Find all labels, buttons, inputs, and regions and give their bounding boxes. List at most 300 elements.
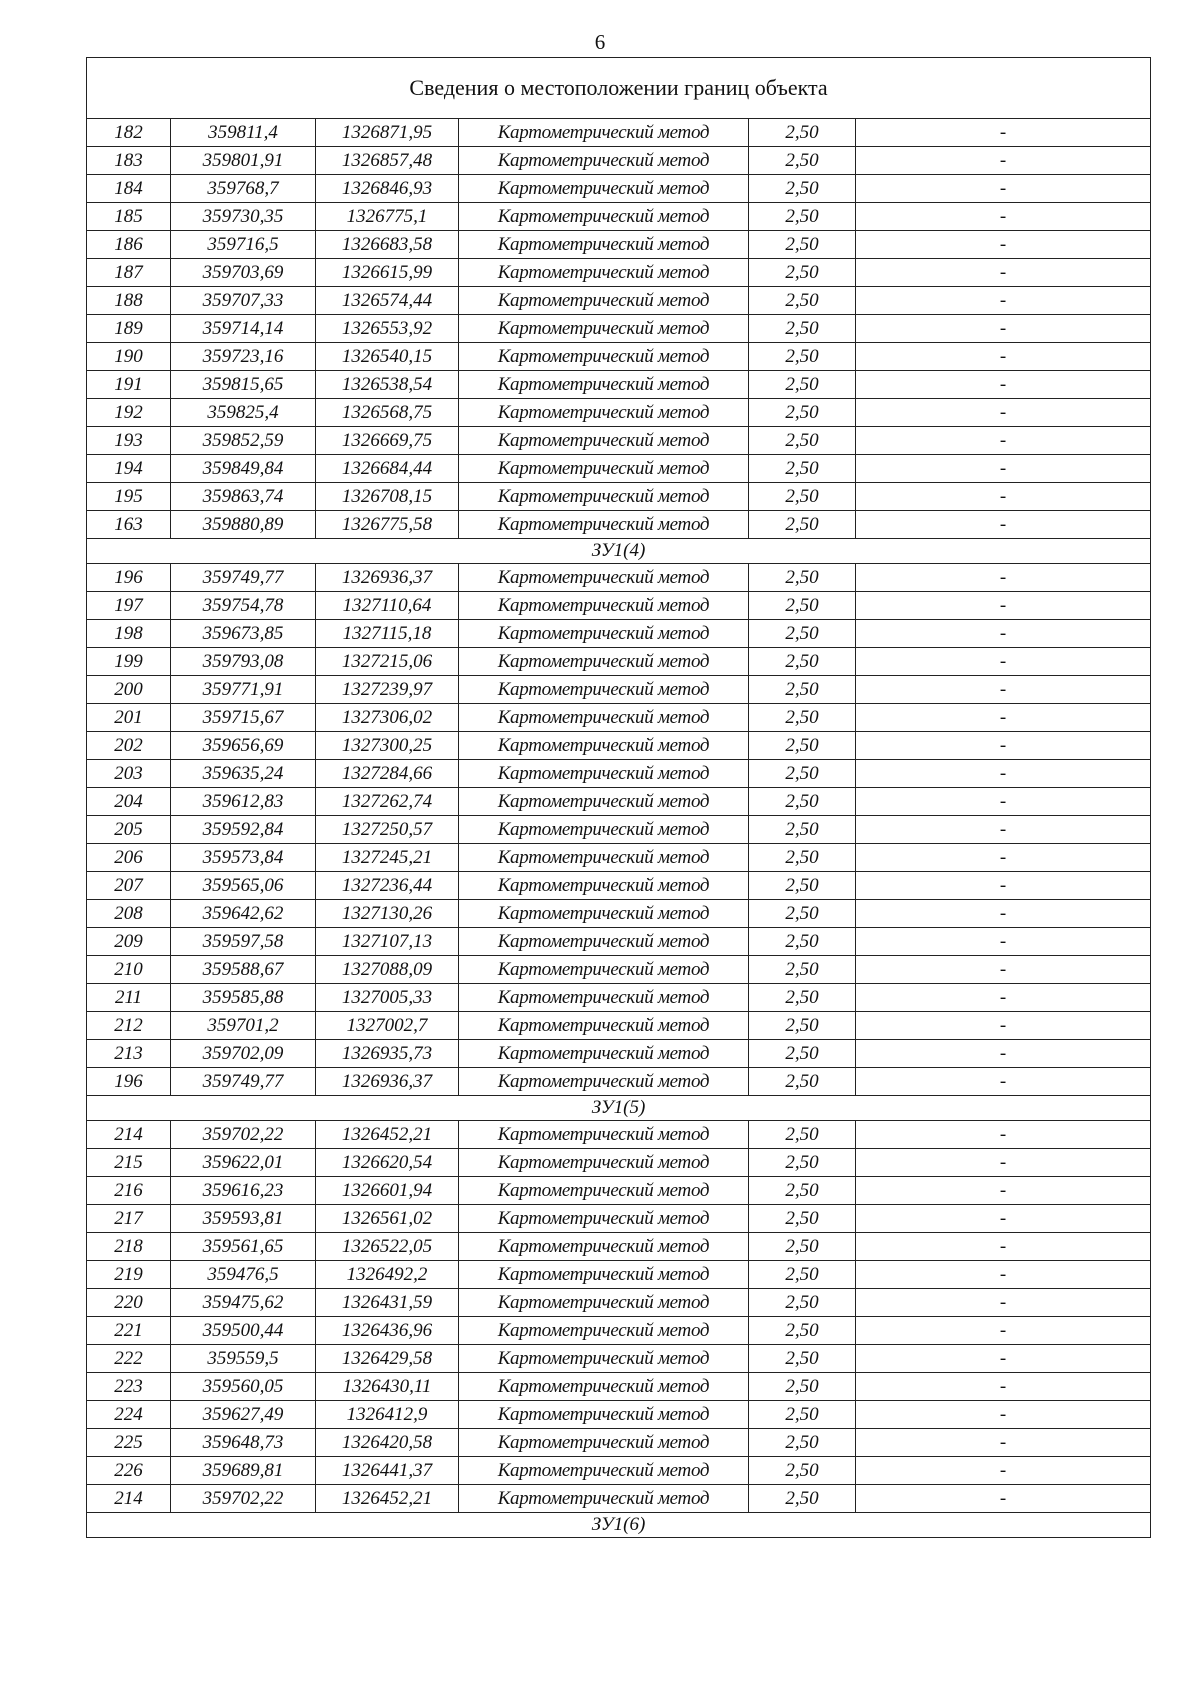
method: Картометрический метод: [459, 175, 749, 203]
coordinate-x: 359811,4: [171, 119, 316, 147]
method: Картометрический метод: [459, 287, 749, 315]
precision: 2,50: [749, 1233, 856, 1261]
method: Картометрический метод: [459, 1149, 749, 1177]
coordinate-y: 1326857,48: [316, 147, 459, 175]
note: -: [856, 1401, 1151, 1429]
point-number: 210: [87, 956, 171, 984]
table-row: [87, 119, 1151, 147]
precision: 2,50: [749, 175, 856, 203]
coordinate-x: 359642,62: [171, 900, 316, 928]
note: -: [856, 315, 1151, 343]
note: -: [856, 1429, 1151, 1457]
note: -: [856, 203, 1151, 231]
coordinate-x: 359559,5: [171, 1345, 316, 1373]
method: Картометрический метод: [459, 1485, 749, 1513]
table-row: [87, 455, 1151, 483]
note: -: [856, 1345, 1151, 1373]
method: Картометрический метод: [459, 872, 749, 900]
point-number: 163: [87, 511, 171, 539]
point-number: 208: [87, 900, 171, 928]
coordinate-x: 359701,2: [171, 1012, 316, 1040]
precision: 2,50: [749, 1205, 856, 1233]
note: -: [856, 1457, 1151, 1485]
note: -: [856, 343, 1151, 371]
note: -: [856, 620, 1151, 648]
method: Картометрический метод: [459, 788, 749, 816]
table-row: [87, 231, 1151, 259]
coordinate-x: 359849,84: [171, 455, 316, 483]
point-number: 201: [87, 704, 171, 732]
note: -: [856, 760, 1151, 788]
point-number: 193: [87, 427, 171, 455]
method: Картометрический метод: [459, 231, 749, 259]
coordinate-y: 1326936,37: [316, 564, 459, 592]
coordinate-y: 1326683,58: [316, 231, 459, 259]
coordinate-x: 359754,78: [171, 592, 316, 620]
coordinate-y: 1327236,44: [316, 872, 459, 900]
point-number: 188: [87, 287, 171, 315]
coordinate-y: 1326452,21: [316, 1485, 459, 1513]
point-number: 215: [87, 1149, 171, 1177]
point-number: 197: [87, 592, 171, 620]
coordinate-y: 1326684,44: [316, 455, 459, 483]
point-number: 184: [87, 175, 171, 203]
point-number: 212: [87, 1012, 171, 1040]
coordinate-x: 359702,22: [171, 1121, 316, 1149]
note: -: [856, 371, 1151, 399]
precision: 2,50: [749, 511, 856, 539]
table-row: [87, 1177, 1151, 1205]
coordinate-y: 1326775,58: [316, 511, 459, 539]
coordinate-y: 1326522,05: [316, 1233, 459, 1261]
table-row: [87, 1457, 1151, 1485]
table-row: [87, 287, 1151, 315]
coordinate-y: 1326441,37: [316, 1457, 459, 1485]
coordinate-x: 359852,59: [171, 427, 316, 455]
note: -: [856, 175, 1151, 203]
coordinate-y: 1327002,7: [316, 1012, 459, 1040]
note: -: [856, 1068, 1151, 1096]
method: Картометрический метод: [459, 1233, 749, 1261]
table-row: [87, 343, 1151, 371]
table-row: [87, 511, 1151, 539]
coordinate-x: 359588,67: [171, 956, 316, 984]
point-number: 195: [87, 483, 171, 511]
precision: 2,50: [749, 592, 856, 620]
precision: 2,50: [749, 455, 856, 483]
precision: 2,50: [749, 816, 856, 844]
method: Картометрический метод: [459, 564, 749, 592]
coordinate-y: 1327284,66: [316, 760, 459, 788]
note: -: [856, 1205, 1151, 1233]
coordinate-y: 1326935,73: [316, 1040, 459, 1068]
note: -: [856, 1289, 1151, 1317]
note: -: [856, 564, 1151, 592]
point-number: 191: [87, 371, 171, 399]
precision: 2,50: [749, 564, 856, 592]
point-number: 217: [87, 1205, 171, 1233]
method: Картометрический метод: [459, 956, 749, 984]
note: -: [856, 1317, 1151, 1345]
method: Картометрический метод: [459, 732, 749, 760]
point-number: 194: [87, 455, 171, 483]
coordinate-x: 359622,01: [171, 1149, 316, 1177]
table-row: [87, 483, 1151, 511]
precision: 2,50: [749, 315, 856, 343]
coordinate-y: 1327306,02: [316, 704, 459, 732]
table-row: [87, 1233, 1151, 1261]
method: Картометрический метод: [459, 147, 749, 175]
note: -: [856, 676, 1151, 704]
point-number: 214: [87, 1121, 171, 1149]
note: -: [856, 1373, 1151, 1401]
precision: 2,50: [749, 760, 856, 788]
coordinate-x: 359592,84: [171, 816, 316, 844]
point-number: 224: [87, 1401, 171, 1429]
precision: 2,50: [749, 1261, 856, 1289]
precision: 2,50: [749, 483, 856, 511]
table-row: [87, 1121, 1151, 1149]
precision: 2,50: [749, 1345, 856, 1373]
note: -: [856, 119, 1151, 147]
note: -: [856, 900, 1151, 928]
point-number: 204: [87, 788, 171, 816]
method: Картометрический метод: [459, 592, 749, 620]
coordinate-y: 1327115,18: [316, 620, 459, 648]
coordinate-x: 359723,16: [171, 343, 316, 371]
coordinate-x: 359597,58: [171, 928, 316, 956]
method: Картометрический метод: [459, 844, 749, 872]
method: Картометрический метод: [459, 1457, 749, 1485]
coordinate-x: 359612,83: [171, 788, 316, 816]
page-number: 6: [594, 30, 606, 54]
point-number: 196: [87, 564, 171, 592]
coordinate-y: 1326936,37: [316, 1068, 459, 1096]
precision: 2,50: [749, 1401, 856, 1429]
note: -: [856, 1149, 1151, 1177]
method: Картометрический метод: [459, 928, 749, 956]
precision: 2,50: [749, 648, 856, 676]
note: -: [856, 1485, 1151, 1513]
coordinate-y: 1326871,95: [316, 119, 459, 147]
table-row: [87, 1485, 1151, 1513]
precision: 2,50: [749, 732, 856, 760]
coordinate-y: 1326708,15: [316, 483, 459, 511]
method: Картометрический метод: [459, 1040, 749, 1068]
coordinate-x: 359689,81: [171, 1457, 316, 1485]
note: -: [856, 1177, 1151, 1205]
coordinate-y: 1327110,64: [316, 592, 459, 620]
note: -: [856, 984, 1151, 1012]
point-number: 220: [87, 1289, 171, 1317]
point-number: 216: [87, 1177, 171, 1205]
table-row: [87, 315, 1151, 343]
precision: 2,50: [749, 1457, 856, 1485]
method: Картометрический метод: [459, 676, 749, 704]
table-row: [87, 175, 1151, 203]
point-number: 213: [87, 1040, 171, 1068]
coordinate-y: 1327215,06: [316, 648, 459, 676]
table-row: [87, 844, 1151, 872]
point-number: 226: [87, 1457, 171, 1485]
coordinate-y: 1327005,33: [316, 984, 459, 1012]
coordinate-y: 1327239,97: [316, 676, 459, 704]
table-title-row: [87, 58, 1151, 119]
point-number: 183: [87, 147, 171, 175]
table-row: [87, 1373, 1151, 1401]
coordinate-y: 1326775,1: [316, 203, 459, 231]
coordinate-y: 1326538,54: [316, 371, 459, 399]
coordinate-x: 359627,49: [171, 1401, 316, 1429]
table-row: [87, 928, 1151, 956]
coordinate-x: 359825,4: [171, 399, 316, 427]
point-number: 196: [87, 1068, 171, 1096]
method: Картометрический метод: [459, 984, 749, 1012]
note: -: [856, 1121, 1151, 1149]
point-number: 207: [87, 872, 171, 900]
point-number: 205: [87, 816, 171, 844]
method: Картометрический метод: [459, 343, 749, 371]
precision: 2,50: [749, 287, 856, 315]
table-row: [87, 1205, 1151, 1233]
precision: 2,50: [749, 203, 856, 231]
precision: 2,50: [749, 1149, 856, 1177]
table-row: [87, 1040, 1151, 1068]
precision: 2,50: [749, 147, 856, 175]
coordinate-x: 359702,22: [171, 1485, 316, 1513]
precision: 2,50: [749, 928, 856, 956]
coordinate-x: 359749,77: [171, 1068, 316, 1096]
note: -: [856, 1233, 1151, 1261]
note: -: [856, 872, 1151, 900]
method: Картометрический метод: [459, 427, 749, 455]
method: Картометрический метод: [459, 259, 749, 287]
table-row: [87, 732, 1151, 760]
section-row: [87, 1513, 1151, 1538]
point-number: 225: [87, 1429, 171, 1457]
coordinate-x: 359801,91: [171, 147, 316, 175]
point-number: 218: [87, 1233, 171, 1261]
method: Картометрический метод: [459, 1401, 749, 1429]
coordinate-x: 359560,05: [171, 1373, 316, 1401]
point-number: 186: [87, 231, 171, 259]
table-row: [87, 427, 1151, 455]
coordinate-x: 359593,81: [171, 1205, 316, 1233]
note: -: [856, 816, 1151, 844]
table-row: [87, 259, 1151, 287]
table-row: [87, 1068, 1151, 1096]
note: -: [856, 231, 1151, 259]
precision: 2,50: [749, 984, 856, 1012]
point-number: 182: [87, 119, 171, 147]
precision: 2,50: [749, 844, 856, 872]
method: Картометрический метод: [459, 1068, 749, 1096]
method: Картометрический метод: [459, 1373, 749, 1401]
coordinate-x: 359585,88: [171, 984, 316, 1012]
precision: 2,50: [749, 1121, 856, 1149]
table-row: [87, 704, 1151, 732]
table-row: [87, 956, 1151, 984]
coordinate-y: 1327250,57: [316, 816, 459, 844]
table-row: [87, 620, 1151, 648]
method: Картометрический метод: [459, 648, 749, 676]
section-row: [87, 539, 1151, 564]
table-row: [87, 1401, 1151, 1429]
point-number: 221: [87, 1317, 171, 1345]
coordinate-x: 359648,73: [171, 1429, 316, 1457]
precision: 2,50: [749, 259, 856, 287]
coordinate-x: 359715,67: [171, 704, 316, 732]
coordinate-x: 359573,84: [171, 844, 316, 872]
point-number: 203: [87, 760, 171, 788]
coordinate-x: 359863,74: [171, 483, 316, 511]
precision: 2,50: [749, 343, 856, 371]
coordinate-y: 1326492,2: [316, 1261, 459, 1289]
table-row: [87, 1317, 1151, 1345]
method: Картометрический метод: [459, 1429, 749, 1457]
coordinate-y: 1326540,15: [316, 343, 459, 371]
point-number: 198: [87, 620, 171, 648]
table-row: [87, 371, 1151, 399]
table-row: [87, 648, 1151, 676]
coordinate-x: 359730,35: [171, 203, 316, 231]
point-number: 185: [87, 203, 171, 231]
table-row: [87, 1261, 1151, 1289]
precision: 2,50: [749, 371, 856, 399]
note: -: [856, 732, 1151, 760]
table-row: [87, 984, 1151, 1012]
method: Картометрический метод: [459, 900, 749, 928]
coordinate-x: 359500,44: [171, 1317, 316, 1345]
coordinate-y: 1327262,74: [316, 788, 459, 816]
method: Картометрический метод: [459, 399, 749, 427]
precision: 2,50: [749, 1289, 856, 1317]
precision: 2,50: [749, 427, 856, 455]
point-number: 199: [87, 648, 171, 676]
method: Картометрический метод: [459, 1012, 749, 1040]
table-row: [87, 1289, 1151, 1317]
coordinate-x: 359565,06: [171, 872, 316, 900]
section-row: [87, 1096, 1151, 1121]
coordinate-y: 1327107,13: [316, 928, 459, 956]
note: -: [856, 788, 1151, 816]
note: -: [856, 427, 1151, 455]
coordinate-y: 1326615,99: [316, 259, 459, 287]
precision: 2,50: [749, 1317, 856, 1345]
point-number: 187: [87, 259, 171, 287]
coordinate-y: 1326620,54: [316, 1149, 459, 1177]
precision: 2,50: [749, 788, 856, 816]
coordinate-x: 359771,91: [171, 676, 316, 704]
precision: 2,50: [749, 1429, 856, 1457]
method: Картометрический метод: [459, 1289, 749, 1317]
section-label: ЗУ1(6): [87, 1513, 1151, 1538]
precision: 2,50: [749, 1012, 856, 1040]
coordinate-y: 1327130,26: [316, 900, 459, 928]
table-row: [87, 1429, 1151, 1457]
method: Картометрический метод: [459, 371, 749, 399]
coordinate-x: 359673,85: [171, 620, 316, 648]
point-number: 190: [87, 343, 171, 371]
section-label: ЗУ1(4): [87, 539, 1151, 564]
table-row: [87, 1012, 1151, 1040]
note: -: [856, 648, 1151, 676]
precision: 2,50: [749, 1373, 856, 1401]
precision: 2,50: [749, 1040, 856, 1068]
precision: 2,50: [749, 676, 856, 704]
precision: 2,50: [749, 704, 856, 732]
coordinate-y: 1326412,9: [316, 1401, 459, 1429]
precision: 2,50: [749, 399, 856, 427]
coordinate-y: 1326420,58: [316, 1429, 459, 1457]
table-row: [87, 1149, 1151, 1177]
method: Картометрический метод: [459, 760, 749, 788]
coordinate-y: 1326574,44: [316, 287, 459, 315]
coordinate-y: 1326568,75: [316, 399, 459, 427]
coordinate-x: 359714,14: [171, 315, 316, 343]
coordinate-x: 359616,23: [171, 1177, 316, 1205]
method: Картометрический метод: [459, 816, 749, 844]
method: Картометрический метод: [459, 315, 749, 343]
point-number: 189: [87, 315, 171, 343]
method: Картометрический метод: [459, 1345, 749, 1373]
note: -: [856, 928, 1151, 956]
coordinate-y: 1327088,09: [316, 956, 459, 984]
note: -: [856, 483, 1151, 511]
table-row: [87, 564, 1151, 592]
precision: 2,50: [749, 1177, 856, 1205]
note: -: [856, 147, 1151, 175]
point-number: 211: [87, 984, 171, 1012]
coordinate-y: 1327245,21: [316, 844, 459, 872]
precision: 2,50: [749, 900, 856, 928]
coordinate-x: 359702,09: [171, 1040, 316, 1068]
section-label: ЗУ1(5): [87, 1096, 1151, 1121]
precision: 2,50: [749, 119, 856, 147]
coordinate-y: 1327300,25: [316, 732, 459, 760]
point-number: 209: [87, 928, 171, 956]
table-title: Сведения о местоположении границ объекта: [87, 58, 1151, 119]
method: Картометрический метод: [459, 203, 749, 231]
coordinate-y: 1326561,02: [316, 1205, 459, 1233]
coordinate-x: 359716,5: [171, 231, 316, 259]
boundary-coordinates-table: [86, 57, 1151, 1538]
table-row: [87, 816, 1151, 844]
coordinate-x: 359635,24: [171, 760, 316, 788]
coordinate-x: 359475,62: [171, 1289, 316, 1317]
method: Картометрический метод: [459, 483, 749, 511]
note: -: [856, 259, 1151, 287]
table-row: [87, 399, 1151, 427]
coordinate-y: 1326430,11: [316, 1373, 459, 1401]
table-body: [87, 58, 1151, 1538]
coordinate-y: 1326436,96: [316, 1317, 459, 1345]
method: Картометрический метод: [459, 1121, 749, 1149]
point-number: 214: [87, 1485, 171, 1513]
method: Картометрический метод: [459, 704, 749, 732]
precision: 2,50: [749, 1485, 856, 1513]
point-number: 202: [87, 732, 171, 760]
note: -: [856, 399, 1151, 427]
method: Картометрический метод: [459, 511, 749, 539]
coordinate-x: 359476,5: [171, 1261, 316, 1289]
coordinate-x: 359749,77: [171, 564, 316, 592]
method: Картометрический метод: [459, 1205, 749, 1233]
table-row: [87, 203, 1151, 231]
coordinate-y: 1326601,94: [316, 1177, 459, 1205]
coordinate-x: 359703,69: [171, 259, 316, 287]
table-row: [87, 147, 1151, 175]
